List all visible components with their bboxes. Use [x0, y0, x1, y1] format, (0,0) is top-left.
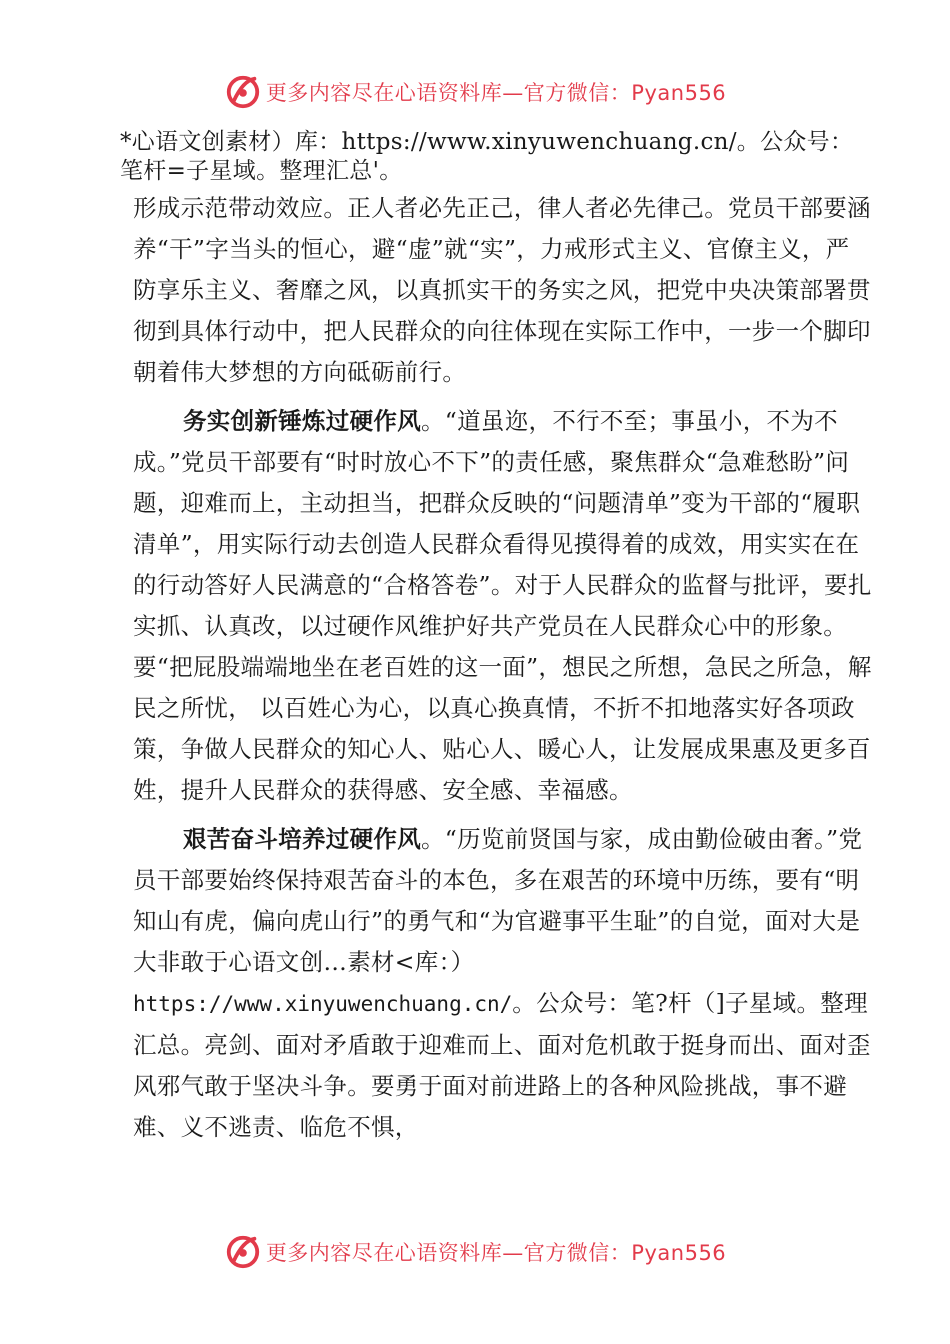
paragraph-2	[133, 401, 873, 811]
paragraph-2-heading: 务实创新锤炼过硬作风	[183, 407, 421, 435]
source-note-line-1: *心语文创素材）库：https://www.xinyuwenchuang.cn/。公众号：	[120, 129, 854, 155]
paragraph-3	[133, 819, 873, 1148]
brand-logo-icon	[224, 73, 262, 111]
article-body	[133, 188, 873, 1148]
header-banner	[0, 72, 950, 112]
paragraph-3-heading: 艰苦奋斗培养过硬作风	[183, 825, 421, 853]
source-note-line-2: 笔杆=子星域。整理汇总'。	[120, 158, 403, 184]
paragraph-3-text-b: 。公众号：笔?杆（]子星域。整理汇总。亮剑、面对矛盾敢于迎难而上、面对危机敢于挺身而出、面对歪风邪气敢于坚决斗争。要勇于面对前进路上的各种风险挑战，事不避难、义不逃责、临危不惧，	[133, 989, 871, 1141]
footer-banner	[0, 1232, 950, 1272]
paragraph-2-text: 。“道虽迩，不行不至；事虽小，不为不成。”党员干部要有“时时放心不下”的责任感，聚焦群众“急难愁盼”问题，迎难而上，主动担当，把群众反映的“问题清单”变为干部的“履职清单”，用实际行动去创造人民群众看得见摸得着的成效，用实实在在的行动答好人民满意的“合格答卷”。对于人民群众的监督与批评，要扎实抓、认真改，以过硬作风维护好共产党员在人民群众心中的形象。要“把屁股端端地坐在老百姓的这一面”，想民之所想，急民之所急，解民之所忧， 以百姓心为心，以真心换真情，不折不扣地落实好各项政策，争做人民群众的知心人、贴心人、暖心人，让发展成果惠及更多百姓，提升人民群众的获得感、安全感、幸福感。	[133, 407, 872, 804]
brand-logo-icon	[224, 1233, 262, 1271]
source-note	[120, 128, 900, 186]
banner-text: 更多内容尽在心语资料库—官方微信：Pyan556	[265, 81, 727, 105]
paragraph-3-url: https://www.xinyuwenchuang.cn/	[133, 992, 513, 1016]
paragraph-3-text-a: 。“历览前贤国与家，成由勤俭破由奢。”党员干部要始终保持艰苦奋斗的本色，多在艰苦的环境中历练，要有“明知山有虎，偏向虎山行”的勇气和“为官避事平生耻”的自觉，面对大是大非敢于心语文创…素材<库：）	[133, 825, 863, 976]
paragraph-1: 形成示范带动效应。正人者必先正己，律人者必先律己。党员干部要涵养“干”字当头的恒心，避“虚”就“实”，力戒形式主义、官僚主义，严防享乐主义、奢靡之风，以真抓实干的务实之风，把党中央决策部署贯彻到具体行动中，把人民群众的向往体现在实际工作中，一步一个脚印朝着伟大梦想的方向砥砺前行。	[133, 194, 871, 386]
banner-text: 更多内容尽在心语资料库—官方微信：Pyan556	[265, 1241, 727, 1265]
